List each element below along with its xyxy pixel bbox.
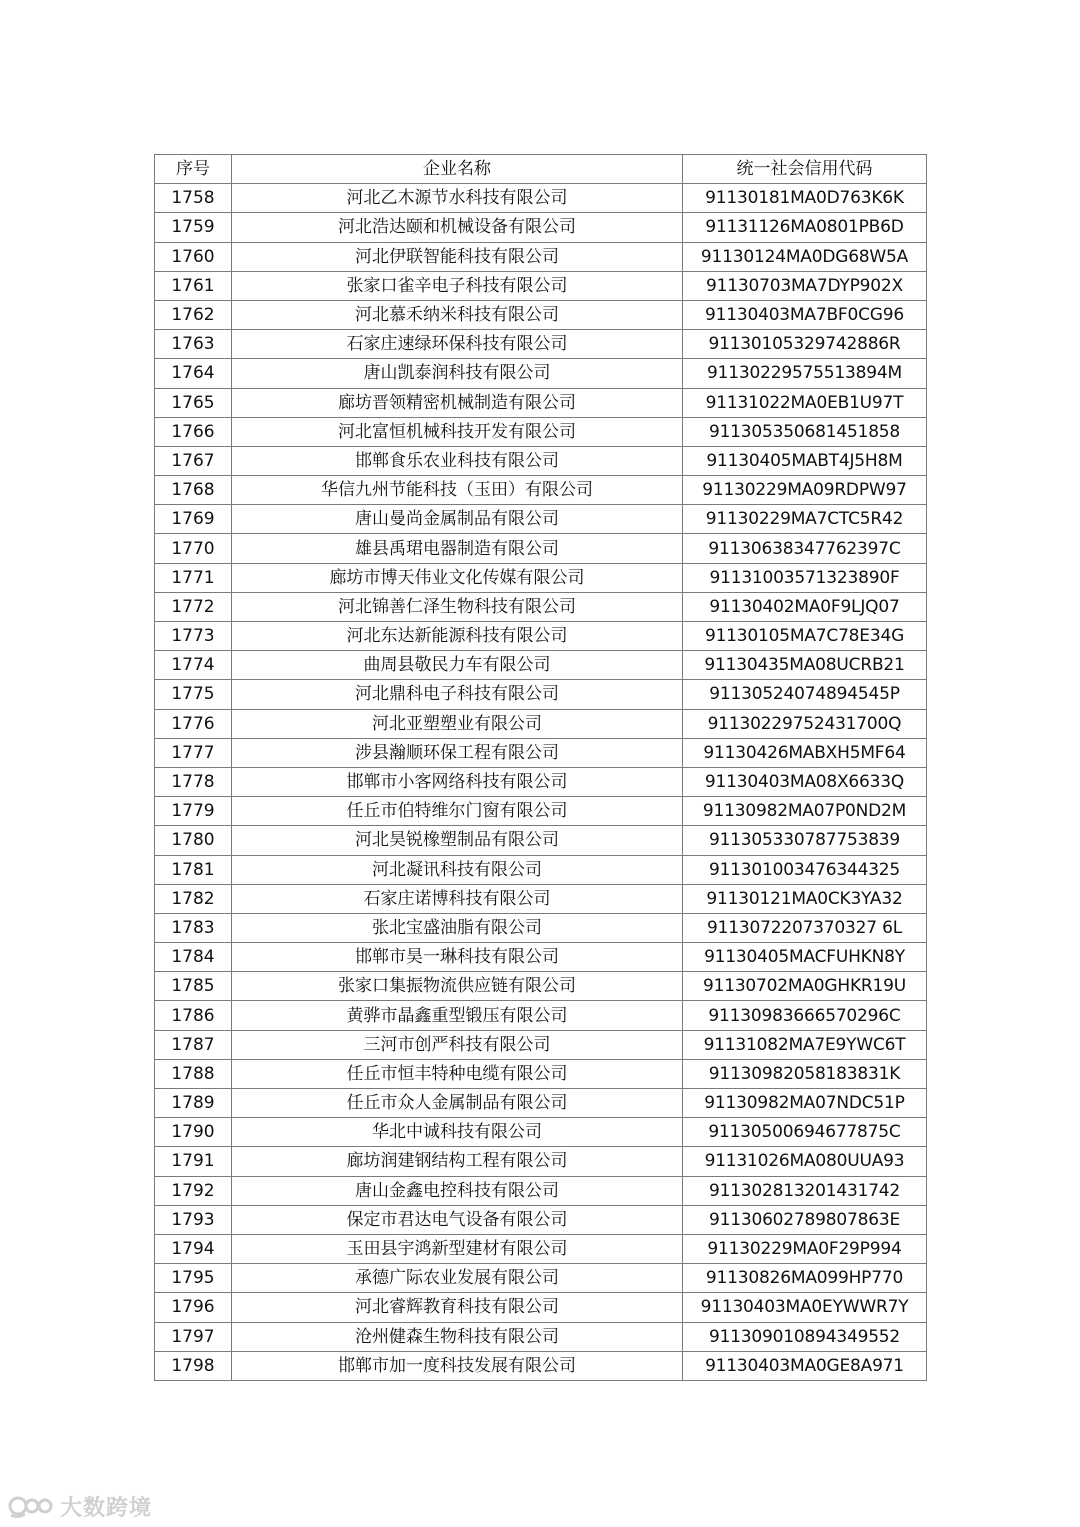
cell-credit-code: 91131022MA0EB1U97T	[683, 388, 927, 417]
cell-credit-code: 91130435MA08UCRB21	[683, 651, 927, 680]
cell-credit-code: 91130181MA0D763K6K	[683, 184, 927, 213]
cell-company-name: 邯郸市昊一琳科技有限公司	[232, 943, 683, 972]
cell-seq: 1760	[155, 242, 232, 271]
table-row	[155, 797, 927, 826]
cell-company-name: 廊坊润建钢结构工程有限公司	[232, 1147, 683, 1176]
cell-seq: 1795	[155, 1264, 232, 1293]
table-row	[155, 417, 927, 446]
cell-seq: 1774	[155, 651, 232, 680]
cell-company-name: 三河市创严科技有限公司	[232, 1030, 683, 1059]
cell-credit-code: 91130702MA0GHKR19U	[683, 972, 927, 1001]
header-company-name: 企业名称	[232, 155, 683, 184]
cell-company-name: 华北中诚科技有限公司	[232, 1118, 683, 1147]
cell-seq: 1794	[155, 1234, 232, 1263]
table-row	[155, 680, 927, 709]
cell-credit-code: 911302813201431742	[683, 1176, 927, 1205]
table-row	[155, 1293, 927, 1322]
table-row	[155, 330, 927, 359]
cell-seq: 1779	[155, 797, 232, 826]
cell-company-name: 河北昊锐橡塑制品有限公司	[232, 826, 683, 855]
table-row	[155, 1147, 927, 1176]
cell-seq: 1798	[155, 1351, 232, 1380]
cell-seq: 1765	[155, 388, 232, 417]
table-row	[155, 563, 927, 592]
cell-credit-code: 91130105329742886R	[683, 330, 927, 359]
cell-company-name: 唐山金鑫电控科技有限公司	[232, 1176, 683, 1205]
table-row	[155, 592, 927, 621]
cell-company-name: 雄县禹珺电器制造有限公司	[232, 534, 683, 563]
cell-credit-code: 91130426MABXH5MF64	[683, 738, 927, 767]
watermark-text: 大数跨境	[60, 1495, 153, 1521]
cell-company-name: 廊坊晋领精密机械制造有限公司	[232, 388, 683, 417]
cell-credit-code: 9113072207370327 6L	[683, 913, 927, 942]
cell-seq: 1796	[155, 1293, 232, 1322]
table-row	[155, 1234, 927, 1263]
cell-credit-code: 911305330787753839	[683, 826, 927, 855]
cell-credit-code: 91130229MA09RDPW97	[683, 476, 927, 505]
cell-company-name: 河北锦善仁泽生物科技有限公司	[232, 592, 683, 621]
table-row	[155, 388, 927, 417]
header-credit-code: 统一社会信用代码	[683, 155, 927, 184]
cell-company-name: 任丘市伯特维尔门窗有限公司	[232, 797, 683, 826]
table-row	[155, 622, 927, 651]
cell-company-name: 唐山曼尚金属制品有限公司	[232, 505, 683, 534]
table-row	[155, 1118, 927, 1147]
cell-seq: 1767	[155, 446, 232, 475]
watermark	[8, 1492, 152, 1520]
cell-company-name: 邯郸市加一度科技发展有限公司	[232, 1351, 683, 1380]
cell-credit-code: 91130403MA0GE8A971	[683, 1351, 927, 1380]
brand-logo-icon	[8, 1493, 56, 1519]
table-row	[155, 534, 927, 563]
cell-seq: 1776	[155, 709, 232, 738]
cell-credit-code: 91130982MA07P0ND2M	[683, 797, 927, 826]
cell-credit-code: 91131003571323890F	[683, 563, 927, 592]
cell-credit-code: 91131082MA7E9YWC6T	[683, 1030, 927, 1059]
cell-seq: 1791	[155, 1147, 232, 1176]
cell-credit-code: 91130983666570296C	[683, 1001, 927, 1030]
table-row	[155, 446, 927, 475]
cell-company-name: 河北东达新能源科技有限公司	[232, 622, 683, 651]
cell-company-name: 承德广际农业发展有限公司	[232, 1264, 683, 1293]
table-header-row	[155, 155, 927, 184]
table-row	[155, 300, 927, 329]
cell-seq: 1780	[155, 826, 232, 855]
cell-company-name: 张家口集振物流供应链有限公司	[232, 972, 683, 1001]
table-row	[155, 1205, 927, 1234]
cell-seq: 1764	[155, 359, 232, 388]
cell-company-name: 石家庄诺博科技有限公司	[232, 884, 683, 913]
cell-seq: 1788	[155, 1059, 232, 1088]
cell-seq: 1785	[155, 972, 232, 1001]
cell-company-name: 保定市君达电气设备有限公司	[232, 1205, 683, 1234]
cell-seq: 1770	[155, 534, 232, 563]
table-row	[155, 213, 927, 242]
cell-seq: 1772	[155, 592, 232, 621]
company-registry-table	[154, 154, 927, 1381]
table-row	[155, 1001, 927, 1030]
cell-seq: 1789	[155, 1089, 232, 1118]
cell-credit-code: 91130402MA0F9LJQ07	[683, 592, 927, 621]
cell-credit-code: 91130403MA0EYWWR7Y	[683, 1293, 927, 1322]
table-row	[155, 184, 927, 213]
cell-credit-code: 91130982058183831K	[683, 1059, 927, 1088]
cell-credit-code: 91130105MA7C78E34G	[683, 622, 927, 651]
cell-company-name: 邯郸市小客网络科技有限公司	[232, 767, 683, 796]
table-row	[155, 1059, 927, 1088]
cell-seq: 1792	[155, 1176, 232, 1205]
cell-company-name: 沧州健森生物科技有限公司	[232, 1322, 683, 1351]
table-row	[155, 1030, 927, 1059]
cell-company-name: 河北富恒机械科技开发有限公司	[232, 417, 683, 446]
cell-seq: 1761	[155, 271, 232, 300]
cell-credit-code: 91130121MA0CK3YA32	[683, 884, 927, 913]
cell-seq: 1781	[155, 855, 232, 884]
cell-seq: 1766	[155, 417, 232, 446]
cell-credit-code: 91130982MA07NDC51P	[683, 1089, 927, 1118]
cell-seq: 1762	[155, 300, 232, 329]
table-row	[155, 359, 927, 388]
cell-company-name: 玉田县宇鸿新型建材有限公司	[232, 1234, 683, 1263]
cell-company-name: 任丘市众人金属制品有限公司	[232, 1089, 683, 1118]
cell-seq: 1773	[155, 622, 232, 651]
table-row	[155, 709, 927, 738]
cell-company-name: 河北凝讯科技有限公司	[232, 855, 683, 884]
cell-company-name: 华信九州节能科技（玉田）有限公司	[232, 476, 683, 505]
cell-seq: 1777	[155, 738, 232, 767]
cell-credit-code: 91130524074894545P	[683, 680, 927, 709]
cell-credit-code: 91130124MA0DG68W5A	[683, 242, 927, 271]
table-row	[155, 738, 927, 767]
cell-credit-code: 91130602789807863E	[683, 1205, 927, 1234]
table-body	[155, 184, 927, 1381]
table-row	[155, 826, 927, 855]
cell-seq: 1771	[155, 563, 232, 592]
table-row	[155, 1322, 927, 1351]
cell-company-name: 河北鼎科电子科技有限公司	[232, 680, 683, 709]
cell-company-name: 黄骅市晶鑫重型锻压有限公司	[232, 1001, 683, 1030]
cell-seq: 1759	[155, 213, 232, 242]
cell-credit-code: 91130405MABT4J5H8M	[683, 446, 927, 475]
cell-credit-code: 91130229MA7CTC5R42	[683, 505, 927, 534]
cell-seq: 1793	[155, 1205, 232, 1234]
cell-seq: 1797	[155, 1322, 232, 1351]
cell-seq: 1775	[155, 680, 232, 709]
cell-credit-code: 91130500694677875C	[683, 1118, 927, 1147]
cell-company-name: 张家口雀辛电子科技有限公司	[232, 271, 683, 300]
cell-company-name: 河北慕禾纳米科技有限公司	[232, 300, 683, 329]
table-row	[155, 943, 927, 972]
cell-seq: 1768	[155, 476, 232, 505]
cell-seq: 1763	[155, 330, 232, 359]
table-row	[155, 1264, 927, 1293]
table-row	[155, 972, 927, 1001]
table-row	[155, 271, 927, 300]
table-row	[155, 505, 927, 534]
cell-company-name: 曲周县敬民力车有限公司	[232, 651, 683, 680]
cell-company-name: 唐山凯泰润科技有限公司	[232, 359, 683, 388]
cell-seq: 1778	[155, 767, 232, 796]
cell-company-name: 河北亚塑塑业有限公司	[232, 709, 683, 738]
cell-company-name: 河北浩达颐和机械设备有限公司	[232, 213, 683, 242]
table-row	[155, 1089, 927, 1118]
cell-credit-code: 91130638347762397C	[683, 534, 927, 563]
cell-seq: 1787	[155, 1030, 232, 1059]
cell-company-name: 河北伊联智能科技有限公司	[232, 242, 683, 271]
cell-credit-code: 91131126MA0801PB6D	[683, 213, 927, 242]
cell-company-name: 廊坊市博天伟业文化传媒有限公司	[232, 563, 683, 592]
table-row	[155, 855, 927, 884]
cell-seq: 1782	[155, 884, 232, 913]
cell-seq: 1783	[155, 913, 232, 942]
cell-credit-code: 91130826MA099HP770	[683, 1264, 927, 1293]
cell-company-name: 涉县瀚顺环保工程有限公司	[232, 738, 683, 767]
header-seq: 序号	[155, 155, 232, 184]
table-row	[155, 884, 927, 913]
cell-company-name: 张北宝盛油脂有限公司	[232, 913, 683, 942]
cell-company-name: 邯郸食乐农业科技有限公司	[232, 446, 683, 475]
cell-company-name: 河北睿辉教育科技有限公司	[232, 1293, 683, 1322]
cell-company-name: 河北乙木源节水科技有限公司	[232, 184, 683, 213]
cell-credit-code: 91130703MA7DYP902X	[683, 271, 927, 300]
table-row	[155, 1176, 927, 1205]
table-row	[155, 913, 927, 942]
cell-seq: 1769	[155, 505, 232, 534]
table-row	[155, 242, 927, 271]
cell-credit-code: 91130229MA0F29P994	[683, 1234, 927, 1263]
cell-credit-code: 91130403MA08X6633Q	[683, 767, 927, 796]
table-row	[155, 651, 927, 680]
cell-company-name: 任丘市恒丰特种电缆有限公司	[232, 1059, 683, 1088]
cell-credit-code: 911309010894349552	[683, 1322, 927, 1351]
cell-company-name: 石家庄速绿环保科技有限公司	[232, 330, 683, 359]
cell-seq: 1790	[155, 1118, 232, 1147]
cell-credit-code: 911305350681451858	[683, 417, 927, 446]
cell-credit-code: 91130405MACFUHKN8Y	[683, 943, 927, 972]
table-row	[155, 1351, 927, 1380]
cell-credit-code: 911301003476344325	[683, 855, 927, 884]
table-row	[155, 476, 927, 505]
cell-credit-code: 91131026MA080UUA93	[683, 1147, 927, 1176]
cell-seq: 1784	[155, 943, 232, 972]
cell-credit-code: 91130229575513894M	[683, 359, 927, 388]
cell-credit-code: 91130403MA7BF0CG96	[683, 300, 927, 329]
cell-seq: 1758	[155, 184, 232, 213]
table-row	[155, 767, 927, 796]
cell-credit-code: 91130229752431700Q	[683, 709, 927, 738]
cell-seq: 1786	[155, 1001, 232, 1030]
